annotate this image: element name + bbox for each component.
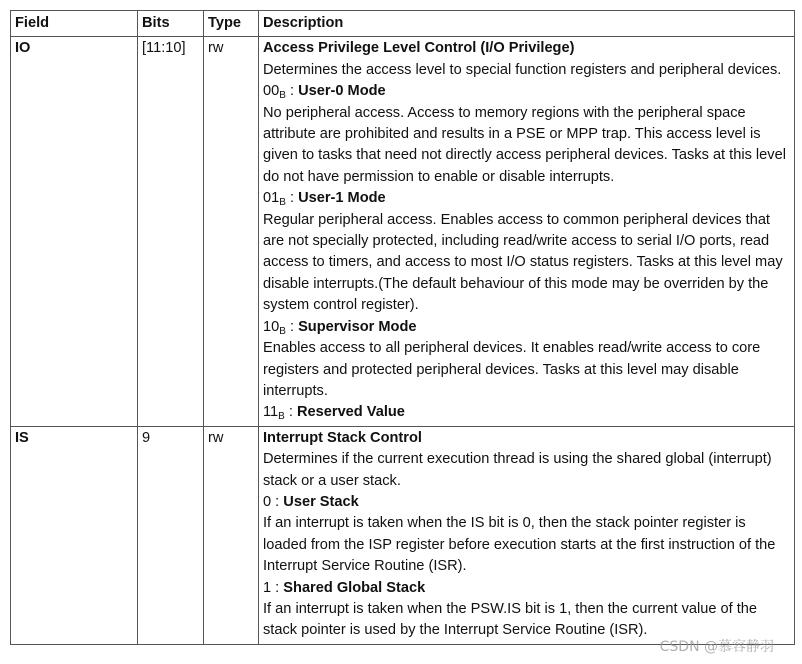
option-code-subscript: B [279,90,286,102]
option-heading [263,578,790,599]
option-name: Shared Global Stack [283,579,426,596]
field-bits: 9 [138,426,204,644]
option-name: User-0 Mode [298,83,386,100]
option-heading [263,317,790,338]
option-name: Reserved Value [297,404,405,421]
option-name: Supervisor Mode [298,318,417,335]
option-separator: : [285,190,299,207]
option-separator: : [271,579,284,596]
option-name: User-1 Mode [298,190,386,207]
header-bits: Bits [138,11,204,37]
header-description: Description [259,11,795,37]
option-heading [263,81,790,102]
field-description [259,426,795,644]
field-name: IS [11,426,138,644]
option-separator: : [285,83,299,100]
option-separator: : [285,318,299,335]
option-heading [263,492,790,513]
table-row [11,37,795,426]
description-intro: Determines the access level to special function registers and peripheral devices. [263,61,782,78]
field-name: IO [11,37,138,426]
option-text: No peripheral access. Access to memory regions with the peripheral space attribute are prohibited and results in a PSE or MPP trap. This access level is given to tasks that need not directly access peripheral devices. Tasks at this level do not have permission to enable or disable interrupts. [263,104,786,185]
table-header-row [11,11,795,37]
option-text: If an interrupt is taken when the IS bit is 0, then the stack pointer register is loaded from the ISP register before execution starts at the first instruction of the Interrupt Service Routine (ISR). [263,515,776,575]
option-code: 10 [263,318,280,335]
option-text: Enables access to all peripheral devices. It enables read/write access to core registers and protected peripheral devices. Tasks at this level may disable interrupts. [263,340,761,399]
option-code: 11 [263,404,279,421]
option-name: User Stack [283,493,359,510]
option-separator: : [284,404,297,421]
option-code-subscript: B [278,411,285,423]
watermark: CSDN @慕容静羽 [659,639,774,655]
field-type: rw [204,37,259,426]
field-description [259,37,795,426]
option-code: 01 [263,190,280,207]
option-text: Regular peripheral access. Enables access to common peripheral devices that are not specially protected, including read/write access to serial I/O ports, read access to timers, and access to most I/O status registers. Tasks at this level may disable interrupts.(The default behaviour of this mode may be overriden by the system control register). [263,211,783,314]
description-title: Access Privilege Level Control (I/O Privilege) [263,40,575,57]
option-text: If an interrupt is taken when the PSW.IS bit is 1, then the current value of the stack pointer is used by the Interrupt Service Routine (ISR). [263,600,758,639]
option-code-subscript: B [279,325,286,337]
field-bits: [11:10] [138,37,204,426]
option-code: 0 [263,493,272,510]
table-row [11,426,795,644]
option-code: 00 [263,83,280,100]
description-intro: Determines if the current execution thread is using the shared global (interrupt) stack or a user stack. [263,451,772,489]
description-title: Interrupt Stack Control [263,429,422,446]
option-code: 1 [263,579,272,596]
option-separator: : [271,493,284,510]
option-code-subscript: B [279,197,286,209]
header-field: Field [11,11,138,37]
field-type: rw [204,426,259,644]
option-heading [263,188,790,209]
register-field-table [10,10,795,645]
option-heading [263,402,790,423]
header-type: Type [204,11,259,37]
